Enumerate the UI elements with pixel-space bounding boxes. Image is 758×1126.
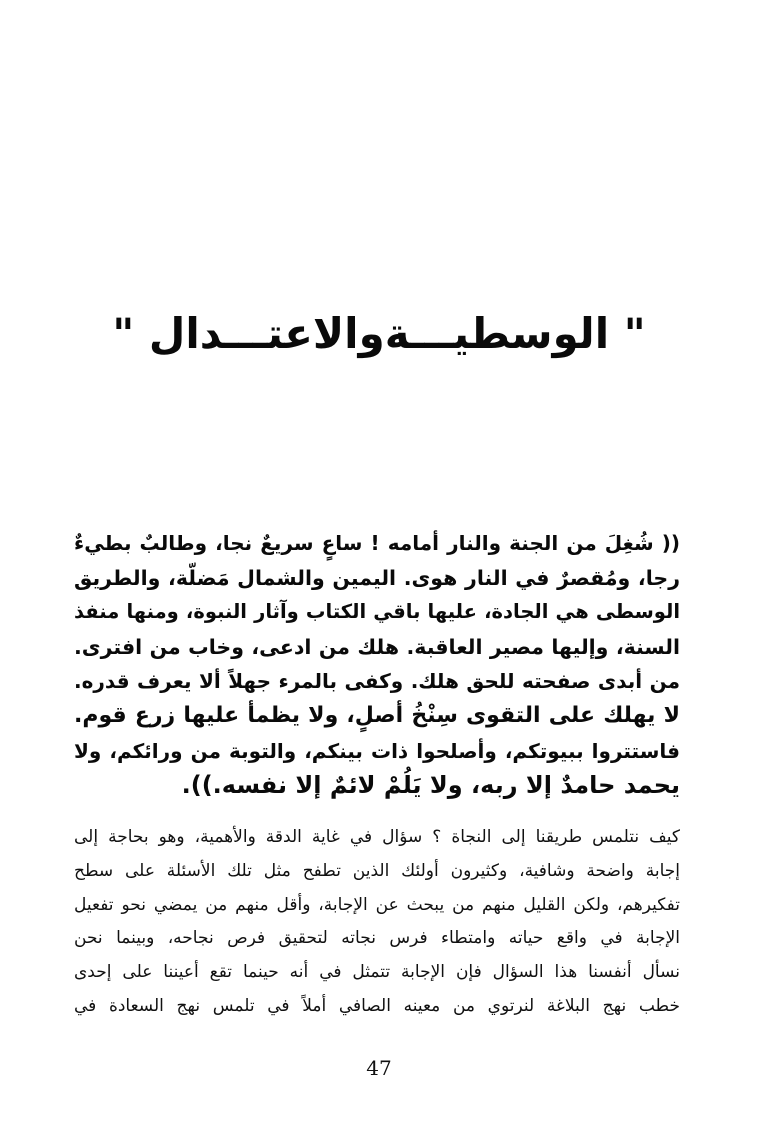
body-paragraph (74, 821, 680, 1024)
body-line: الإجابة في واقع حياته وامتطاء فرس نجاته لتحقيق فرص نجاحه، وبينما نحن (74, 928, 680, 949)
quote-line: من أبدى صفحته للحق هلك. وكفى بالمرء جهلاً ألا يعرف قدره. (74, 669, 680, 694)
body-line: نسأل أنفسنا هذا السؤال فإن الإجابة تتمثل في أنه حينما تقع أعيننا على إحدى (74, 962, 680, 983)
quote-line: يحمد حامدٌ إلا ربه، ولا يَلُمْ لائمٌ إلا نفسه.)). (181, 771, 680, 800)
quote-line: لا يهلك على التقوى سِنْخُ أصلٍ، ولا يظمأ عليها زرع قوم. (74, 702, 680, 728)
body-line: تفكيرهم، ولكن القليل منهم من يبحث عن الإجابة، وأقل منهم من يمضي نحو تفعيل (74, 894, 680, 915)
page-number: 47 (366, 1056, 392, 1080)
quoted-sermon (74, 526, 680, 803)
quote-line: السنة، وإليها مصير العاقبة. هلك من ادعى، وخاب من افترى. (74, 634, 680, 659)
quote-line: (( شُغِلَ من الجنة والنار أمامه ! ساعٍ سريعٌ نجا، وطالبٌ بطيءٌ (74, 531, 680, 555)
body-line: خطب نهج البلاغة لنرتوي من معينه الصافي أملاً في تلمس نهج السعادة في (74, 995, 680, 1016)
quote-line: رجا، ومُقصرٌ في النار هوى. اليمين والشمال مَضلّة، والطريق (74, 565, 680, 590)
chapter-title: " الوسطيـــةوالاعتـــدال " (112, 309, 646, 358)
body-line: كيف نتلمس طريقنا إلى النجاة ؟ سؤال في غاية الدقة والأهمية، وهو بحاجة إلى (74, 827, 680, 847)
quote-line: الوسطى هي الجادة، عليها باقي الكتاب وآثار النبوة، ومنها منفذ (74, 600, 680, 624)
body-line: إجابة واضحة وشافية، وكثيرون أولئك الذين تطفح مثل تلك الأسئلة على سطح (74, 860, 680, 881)
quote-line: فاستتروا ببيوتكم، وأصلحوا ذات بينكم، والتوبة من ورائكم، ولا (74, 738, 680, 763)
